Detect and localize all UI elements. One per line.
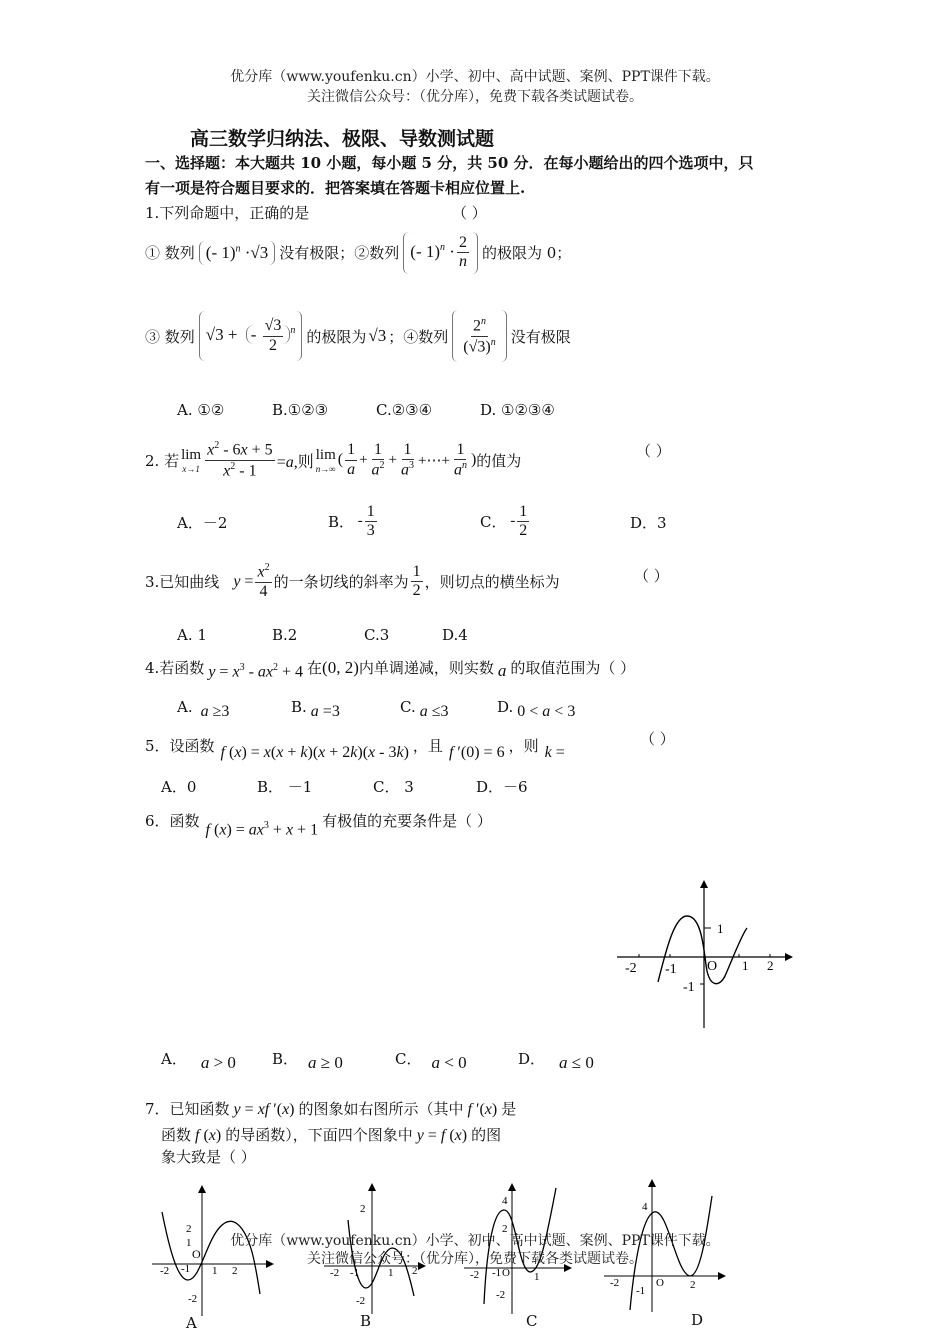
- graph-origin: O: [707, 959, 718, 974]
- q4-option-a: A. a ≥3: [177, 698, 230, 720]
- svg-text:-2: -2: [470, 1269, 480, 1281]
- q6-option-b: B． a ≥ 0: [272, 1050, 343, 1072]
- svg-text:-2: -2: [610, 1277, 620, 1289]
- q6-option-c: C． a < 0: [395, 1050, 467, 1072]
- q1-stem: 1.下列命题中，正确的是: [145, 204, 310, 222]
- q3-answer-paren: （ ）: [634, 567, 669, 585]
- graph-tick-neg1: -1: [665, 962, 677, 977]
- svg-text:-2: -2: [160, 1265, 170, 1277]
- svg-text:-2: -2: [356, 1295, 366, 1307]
- svg-text:2: 2: [502, 1223, 508, 1235]
- q1-option-a: A. ①②: [177, 401, 225, 419]
- q7-stem-line-3: 象大致是（ ）: [161, 1148, 256, 1166]
- q5-mid2: ，则: [508, 736, 539, 755]
- q4-stem-row: 4.若函数 $y = x^3 - ax^2 + 4$ 在 (0, 2) 内单调递减，则实数 a 的取值范围为（ ）: [145, 657, 636, 681]
- footer-line-1: 优分库（www.youfenku.cn）小学、初中、高中试题、案例、PPT课件下载。: [230, 1233, 720, 1249]
- q4-mid: 在: [307, 659, 323, 678]
- q2-lim-2: lim n→∞: [315, 446, 336, 474]
- q2-option-c: C． - $\frac{1}{2}$: [480, 503, 528, 540]
- svg-text:-2: -2: [330, 1267, 340, 1279]
- svg-text:-1: -1: [636, 1285, 646, 1297]
- q5-option-c: C． 3: [373, 778, 414, 796]
- svg-text:-1: -1: [492, 1267, 502, 1279]
- q4-mid2: 内单调递减，则实数: [358, 659, 494, 678]
- q3-option-b: B.2: [272, 626, 298, 644]
- q1-p3-post: 没有极限: [510, 327, 571, 346]
- q6-stem: 6．函数: [145, 812, 200, 831]
- q1-props-1-2: [145, 232, 571, 274]
- svg-text:1: 1: [186, 1237, 192, 1249]
- q6-tail: 有极值的充要条件是（ ）: [322, 812, 492, 831]
- q1-seq-4: $\frac{2^n}{(√3)^n}$: [452, 310, 506, 362]
- q6-stem-row: 6．函数 f $(x) = ax^3 + x + 1$ 有极值的充要条件是（ ）: [145, 812, 492, 839]
- q1-p1-post: 的极限为 0；: [481, 244, 572, 263]
- svg-text:4: 4: [502, 1195, 508, 1207]
- q4-option-b: B. a =3: [291, 698, 340, 720]
- graph-tick-2: 2: [767, 958, 774, 973]
- q4-tail: 的取值范围为（ ）: [510, 659, 636, 678]
- q2-lim-1: lim x→1: [181, 446, 202, 474]
- q7-label-d: D: [691, 1311, 704, 1329]
- svg-text:O: O: [192, 1247, 201, 1261]
- graph-tick-y1: 1: [717, 921, 724, 936]
- q5-answer-paren: （ ）: [640, 730, 675, 748]
- graph-tick-yneg1: -1: [683, 980, 695, 995]
- q1-option-b: B.①②③: [272, 401, 329, 419]
- svg-text:-2: -2: [188, 1293, 198, 1305]
- svg-text:1: 1: [534, 1271, 540, 1283]
- svg-text:O: O: [656, 1277, 664, 1289]
- q1-answer-paren: （ ）: [452, 204, 487, 222]
- svg-text:2: 2: [186, 1223, 192, 1235]
- q5-option-d: D．－6: [476, 778, 528, 796]
- svg-text:2: 2: [690, 1279, 696, 1291]
- q4-stem: 4.若函数: [145, 659, 205, 678]
- q5-stem: 5．设函数: [145, 736, 215, 755]
- svg-text:2: 2: [360, 1203, 366, 1215]
- q5-option-a: A．0: [161, 778, 197, 796]
- q1-props-3-4: [145, 310, 571, 362]
- svg-text:2: 2: [412, 1265, 418, 1277]
- svg-text:4: 4: [642, 1201, 648, 1213]
- q2-option-a: A．－2: [177, 514, 228, 532]
- q5-stem-row: 5．设函数 f (x) = x(x + k)(x + 2k)(x - 3k) ，且 f ′(0) = 6 ，则 k =: [145, 736, 565, 761]
- q7-reference-graph: [615, 876, 795, 1031]
- q2-tail: 的值为: [476, 451, 522, 470]
- q5-mid: ，且: [412, 736, 443, 755]
- q1-p1-mid: 没有极限；②数列: [279, 244, 400, 263]
- q3-option-a: A. 1: [177, 626, 207, 644]
- q1-seq-1: (- 1)$^n$ ·√3: [199, 241, 275, 265]
- q3-mid: 的一条切线的斜率为: [273, 573, 409, 592]
- svg-text:2: 2: [232, 1265, 238, 1277]
- q3-stem: 3.已知曲线: [145, 573, 220, 592]
- q1-p3-mid2: ；④数列: [388, 327, 449, 346]
- q2-option-d: D．3: [630, 514, 667, 532]
- q1-sqrt3: √3: [368, 326, 387, 346]
- svg-text:-2: -2: [496, 1289, 506, 1301]
- page-title: 高三数学归纳法、极限、导数测试题: [190, 128, 495, 150]
- q1-p3-pre: ③ 数列: [145, 327, 195, 346]
- q5-option-b: B． －1: [257, 778, 313, 796]
- q3-option-d: D.4: [442, 626, 468, 644]
- q6-option-d: D． a ≤ 0: [518, 1050, 594, 1072]
- graph-tick-1: 1: [742, 958, 749, 973]
- q7-label-b: B: [360, 1312, 372, 1330]
- q7-stem-line-2: 函数 f (x) 的导函数），下面四个图象中 y = f (x) 的图: [161, 1126, 502, 1144]
- q2-option-b: B． - $\frac{1}{3}$: [328, 503, 375, 540]
- svg-text:1: 1: [388, 1267, 394, 1279]
- q2-stem-row: 2. 若 lim x→1 $\frac{x^2 - 6x + 5}{x^2 - 1}$ =a,则 lim n→∞ ( $\frac{1}{a}$ + $\frac{1}{a^2}$ + $\frac{1}{a^3}$ +⋯+ $\frac{1}{a^n}$ ) 的值为: [145, 440, 522, 480]
- q1-p3-mid: 的极限为: [306, 327, 367, 346]
- header-line-1: 优分库（www.youfenku.cn）小学、初中、高中试题、案例、PPT课件下载。: [230, 69, 720, 85]
- q7-label-c: C: [526, 1312, 538, 1330]
- q1-seq-2: (- 1)$^n$ · $\frac{2}{n}$: [403, 232, 478, 274]
- header-line-2: 关注微信公众号：（优分库），免费下载各类试题试卷。: [307, 89, 643, 105]
- q1-option-d: D. ①②③④: [480, 401, 555, 419]
- q1-seq-3: √3 + - $\frac{√3}{2}$ $^n$: [199, 311, 303, 361]
- q2-frac-main: $\frac{x^2 - 6x + 5}{x^2 - 1}$: [207, 440, 273, 480]
- q1-option-c: C.②③④: [376, 401, 433, 419]
- svg-text:1: 1: [212, 1265, 218, 1277]
- q6-option-a: A． a > 0: [161, 1050, 236, 1072]
- q3-tail: ，则切点的横坐标为: [424, 573, 560, 592]
- section-intro-line-1: 一、选择题：本大题共 10 小题，每小题 5 分，共 50 分．在每小题给出的四个选项中，只: [145, 154, 754, 172]
- svg-text:-1: -1: [181, 1263, 191, 1275]
- q7-stem-line-1: 7．已知函数 y = xf ′(x) 的图象如右图所示（其中 f ′(x) 是: [145, 1100, 517, 1118]
- graph-tick-neg2: -2: [625, 961, 637, 976]
- footer-line-2: 关注微信公众号：（优分库），免费下载各类试题试卷。: [307, 1251, 643, 1267]
- q3-stem-row: 3.已知曲线 y = $\frac{x^2}{4}$ 的一条切线的斜率为 $\frac{1}{2}$ ，则切点的横坐标为: [145, 562, 560, 600]
- q4-option-d: D. 0 < a < 3: [497, 698, 576, 720]
- q1-p1-pre: ① 数列: [145, 244, 195, 263]
- q2-answer-paren: （ ）: [636, 442, 671, 460]
- section-intro-line-2: 有一项是符合题目要求的．把答案填在答题卡相应位置上.: [145, 179, 526, 197]
- svg-text:-1: -1: [350, 1267, 360, 1279]
- q2-stem: 2. 若: [145, 451, 180, 470]
- q7-label-a: A: [186, 1314, 197, 1332]
- q3-option-c: C.3: [364, 626, 390, 644]
- svg-text:O: O: [502, 1267, 510, 1279]
- q4-option-c: C. a ≤3: [400, 698, 449, 720]
